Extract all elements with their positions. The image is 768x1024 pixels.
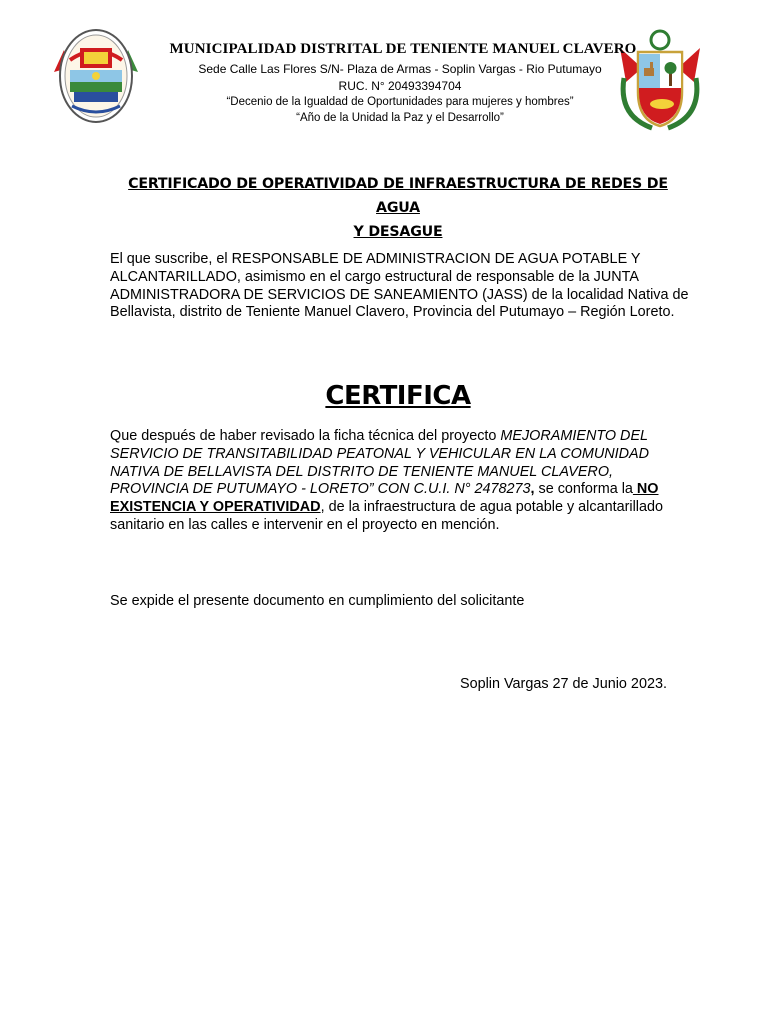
body-comma: , xyxy=(530,481,535,498)
document-title xyxy=(108,172,688,244)
certifica-heading: CERTIFICA xyxy=(325,381,471,411)
header-decade-motto: “Decenio de la Igualdad de Oportunidades para mujeres y hombres” xyxy=(226,96,574,108)
place-date: Soplin Vargas 27 de Junio 2023. xyxy=(460,676,667,692)
municipal-seal-icon xyxy=(50,20,142,128)
municipality-name: MUNICIPALIDAD DISTRITAL DE TENIENTE MANUEL CLAVERO xyxy=(169,41,637,57)
closing-statement: Se expide el presente documento en cumplimiento del solicitante xyxy=(110,593,525,609)
emphasis-no: NO xyxy=(632,481,659,498)
certification-paragraph xyxy=(110,428,688,535)
header-year-motto: “Año de la Unidad la Paz y el Desarrollo” xyxy=(296,112,504,124)
intro-paragraph: El que suscribe, el RESPONSABLE DE ADMINISTRACION DE AGUA POTABLE Y ALCANTARILLADO, asimismo en el cargo estructural de responsable de la JUNTA ADMINISTRADORA DE SERVICIOS DE SANEAMIENTO (JASS) de la localidad Nativa de Bellavista, distrito de Teniente Manuel Clavero, Provincia del Putumayo – Región Loreto. xyxy=(110,251,689,321)
document-title-line-1: CERTIFICADO DE OPERATIVIDAD DE INFRAESTRUCTURA DE REDES DE AGUA xyxy=(128,176,668,216)
emphasis-existencia: EXISTENCIA Y OPERATIVIDAD xyxy=(110,499,321,516)
body-tail: , de la infraestructura de agua potable y alcantarillado sanitario en las calles e intervenir en el proyecto en mención. xyxy=(110,499,663,533)
document-title-line-2: Y DESAGUE xyxy=(353,224,443,240)
project-name: MEJORAMIENTO DEL SERVICIO DE TRANSITABILIDAD PEATONAL Y VEHICULAR EN LA COMUNIDAD NATIVA DE BELLAVISTA DEL DISTRITO DE TENIENTE MANUEL CLAVERO, PROVINCIA DE PUTUMAYO - LORETO” CON C.U.I. N° 2478273 xyxy=(110,428,649,498)
body-mid: se conforma la xyxy=(534,481,633,498)
header-address: Sede Calle Las Flores S/N- Plaza de Armas - Soplin Vargas - Rio Putumayo xyxy=(198,62,602,76)
header-ruc: RUC. N° 20493394704 xyxy=(338,79,462,93)
body-lead: Que después de haber revisado la ficha técnica del proyecto xyxy=(110,428,501,444)
